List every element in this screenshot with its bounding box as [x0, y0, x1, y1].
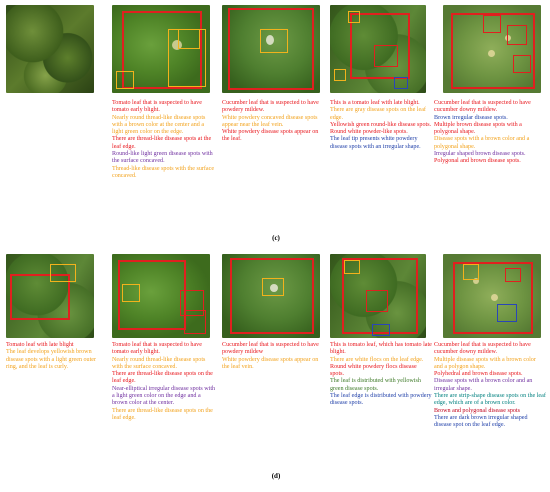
c-caption-5-line: Brown irregular disease spots. [434, 114, 508, 121]
d-caption-2-line: Nearly round thread-like disease spots with the surface concaved. [112, 356, 206, 370]
c-caption-5-line: Multiple brown disease spots with a polygonal shape. [434, 121, 522, 136]
c-caption-3-line: White powdery concaved disease spots appear near the leaf vein. [222, 114, 318, 128]
d-image-4 [330, 254, 426, 338]
d-caption-5-line: Disease spots with a brown color and an irregular shape. [434, 378, 533, 392]
d-caption-2 [112, 342, 216, 422]
d-caption-1-line: The leaf develops yellowish brown disease spots with a light green outer ring, and the leaf is curly. [6, 349, 97, 370]
d-image-3 [222, 254, 320, 338]
c-caption-3-line: White powdery disease spots appear on the leaf. [222, 129, 319, 143]
d-caption-5-line: Multiple disease spots with a brown color and a polygon shape. [434, 356, 536, 370]
d-caption-4-line: The leaf is distributed with yellowish green disease spots. [330, 378, 421, 392]
c-caption-4 [330, 100, 432, 151]
label-c: (c) [272, 234, 280, 242]
c-image-1 [6, 5, 94, 93]
c-caption-4-line: Round white powder-like spots. [330, 129, 408, 136]
d-caption-5-line: There are dark brown irregular shaped disease spot on the leaf edge. [434, 414, 528, 429]
d-caption-2-line: Near-elliptical irregular disease spots with a light green color on the edge and a brown color at the center. [112, 385, 216, 407]
d-caption-2-line: There are thread-like disease spots on the leaf edge. [112, 371, 213, 385]
c-caption-2-line: Nearly round thread-like disease spots with a brown color at the center and a light green color on the edge. [112, 114, 206, 136]
c-caption-2-line: Round-like light green disease spots with the surface concaved. [112, 151, 213, 165]
d-caption-4 [330, 342, 432, 408]
c-caption-2-line: There are thread-like disease spots at the leaf edge. [112, 136, 212, 150]
c-image-4 [330, 5, 426, 93]
c-caption-5-line: Disease spots with a brown color and a polygonal shape. [434, 136, 530, 150]
d-caption-5-line: Polyhedral and brown disease spots. [434, 371, 523, 378]
d-caption-3 [222, 342, 322, 371]
d-caption-3-line: Cucumber leaf that is suspected to have powdery mildew [222, 342, 319, 356]
d-caption-5-line: Cucumber leaf that is suspected to have cucumber downy mildew. [434, 342, 531, 356]
c-caption-5-line: Polygonal and brown disease spots. [434, 158, 521, 165]
d-caption-1-line: Tomato leaf with late blight [6, 342, 74, 348]
label-d: (d) [271, 472, 281, 480]
d-caption-4-line: There are white flocs on the leaf edge. [330, 356, 424, 363]
d-image-5 [443, 254, 541, 338]
c-caption-4-line: The leaf tip presents white powdery disease spots with an irregular shape. [330, 136, 421, 150]
c-caption-4-line: There are gray disease spots on the leaf edge. [330, 107, 426, 121]
c-caption-3-line: Cucumber leaf that is suspected to have powdery mildew. [222, 100, 319, 114]
c-caption-2 [112, 100, 216, 180]
c-image-2 [112, 5, 210, 93]
d-caption-2-line: Tomato leaf that is suspected to have tomato early blight. [112, 342, 202, 356]
c-caption-5 [434, 100, 544, 166]
c-caption-4-line: This is a tomato leaf with late blight. [330, 100, 420, 106]
d-caption-4-line: This is tomato leaf, which has tomato late blight. [330, 342, 432, 356]
d-image-2 [112, 254, 210, 338]
d-caption-3-line: White powdery disease spots appear on the leaf vein. [222, 356, 319, 370]
c-caption-3 [222, 100, 322, 144]
d-caption-4-line: The leaf edge is distributed with powdery disease spots. [330, 393, 432, 407]
c-caption-4-line: Yellowish green round-like disease spots. [330, 121, 432, 128]
d-image-1 [6, 254, 94, 338]
d-caption-4-line: Round white powdery flocs disease spots. [330, 363, 417, 378]
c-image-5 [443, 5, 541, 93]
d-caption-2-line: There are thread-like disease spots on the leaf edge. [112, 407, 213, 421]
c-caption-2-line: Thread-like disease spots with the surface concaved. [112, 165, 215, 179]
d-caption-5 [434, 342, 546, 430]
c-caption-5-line: Cucumber leaf that is suspected to have cucumber downy mildew. [434, 100, 531, 114]
c-caption-5-line: Irregular shaped brown disease spots. [434, 151, 526, 158]
d-caption-1 [6, 342, 106, 371]
d-caption-5-line: Brown and polygonal disease spots [434, 407, 520, 414]
c-image-3 [222, 5, 320, 93]
c-caption-2-line: Tomato leaf that is suspected to have tomato early blight. [112, 100, 202, 114]
d-caption-5-line: There are strip-shape disease spots on the leaf edge, which are of a brown color. [434, 393, 546, 407]
